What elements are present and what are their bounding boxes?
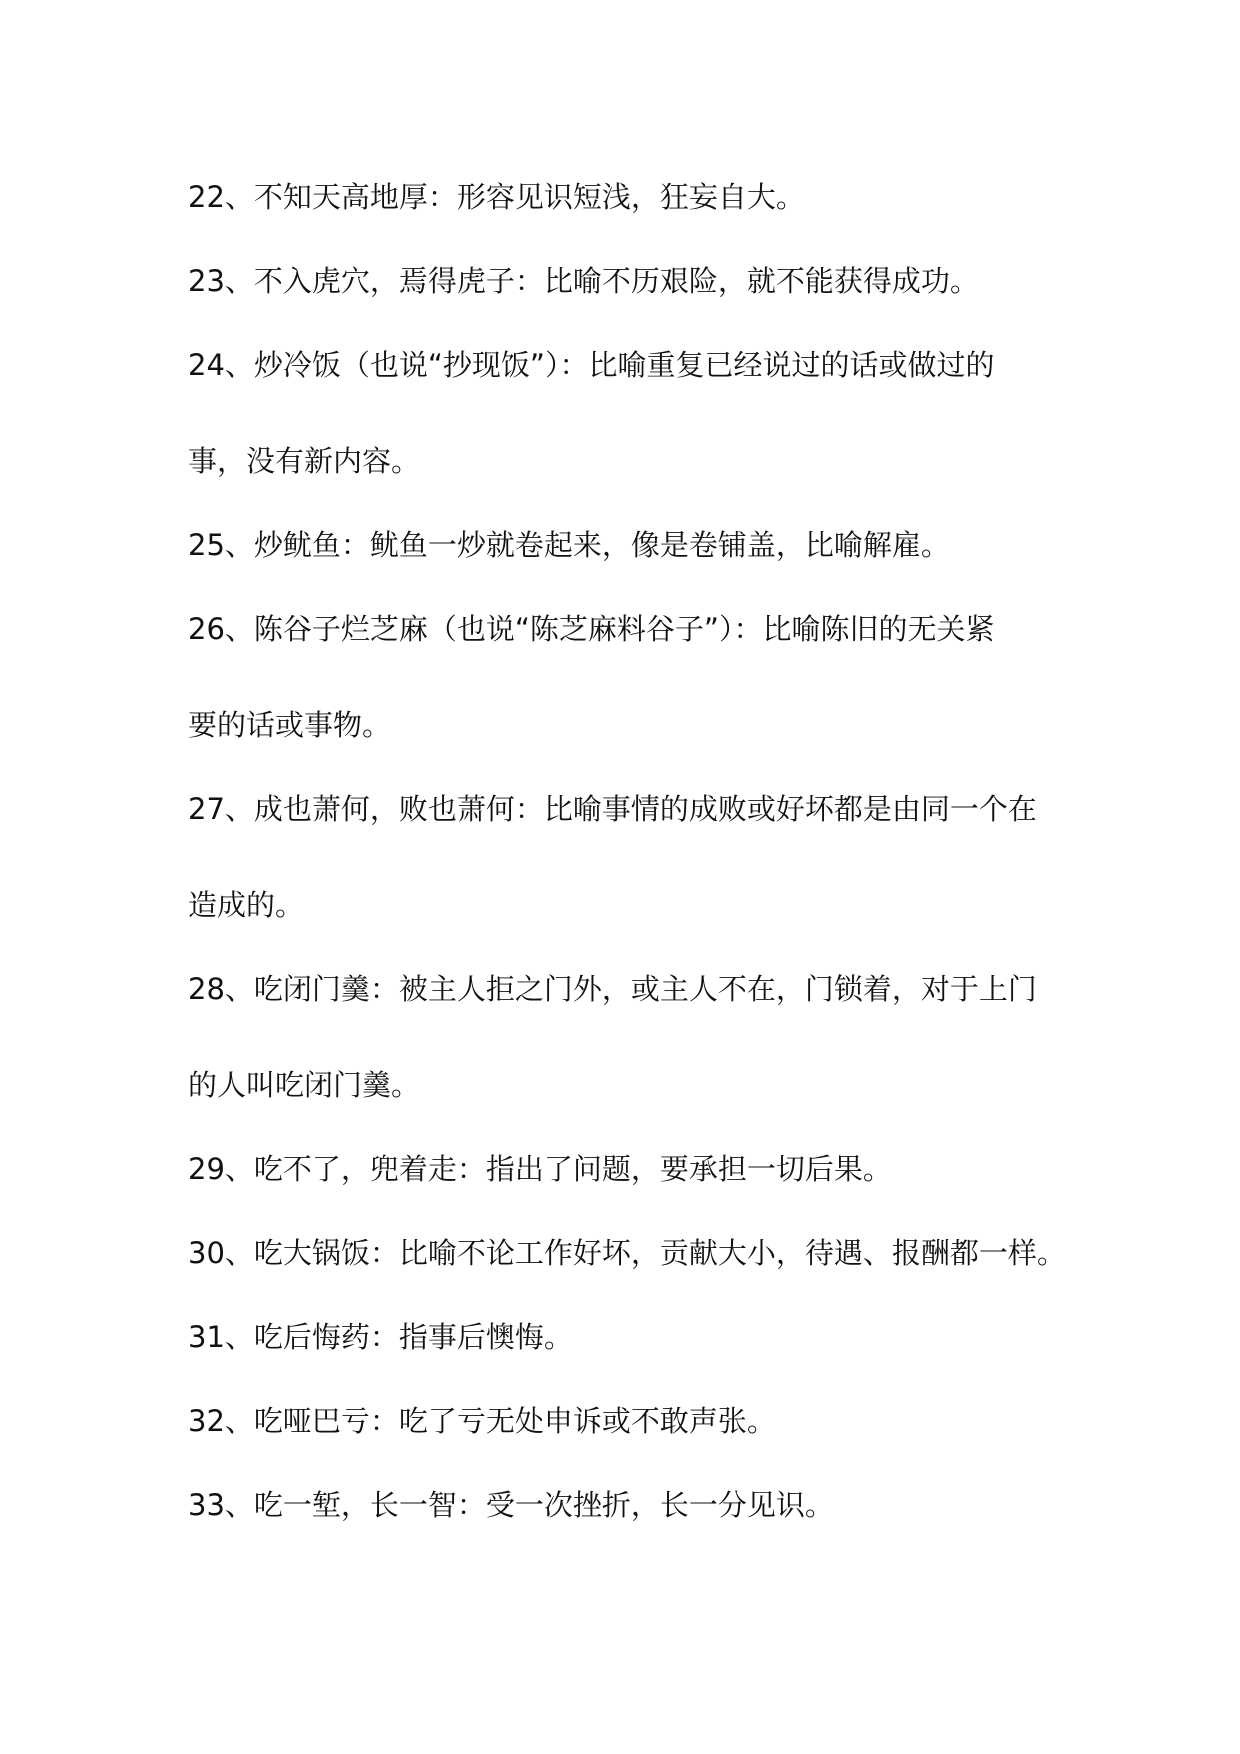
entry-24-continued: 事，没有新内容。 <box>188 444 421 478</box>
entry-31: 31、吃后悔药：指事后懊悔。 <box>188 1320 573 1354</box>
entry-27-continued: 造成的。 <box>188 888 305 922</box>
entry-24: 24、炒冷饭（也说“抄现饭”）：比喻重复已经说过的话或做过的 <box>188 348 995 382</box>
entry-28-continued: 的人叫吃闭门羹。 <box>188 1068 421 1102</box>
entry-23: 23、不入虎穴，焉得虎子：比喻不历艰险，就不能获得成功。 <box>188 264 979 298</box>
entry-25: 25、炒鱿鱼：鱿鱼一炒就卷起来，像是卷铺盖，比喻解雇。 <box>188 528 950 562</box>
entry-32: 32、吃哑巴亏：吃了亏无处申诉或不敢声张。 <box>188 1404 776 1438</box>
entry-33: 33、吃一堑，长一智：受一次挫折，长一分见识。 <box>188 1488 834 1522</box>
entry-27: 27、成也萧何，败也萧何：比喻事情的成败或好坏都是由同一个在 <box>188 792 1037 826</box>
entry-28: 28、吃闭门羹：被主人拒之门外，或主人不在，门锁着，对于上门 <box>188 972 1037 1006</box>
entry-30: 30、吃大锅饭：比喻不论工作好坏，贡献大小，待遇、报酬都一样。 <box>188 1236 1066 1270</box>
entry-29: 29、吃不了，兜着走：指出了问题，要承担一切后果。 <box>188 1152 892 1186</box>
entry-22: 22、不知天高地厚：形容见识短浅，狂妄自大。 <box>188 180 805 214</box>
entry-26-continued: 要的话或事物。 <box>188 708 392 742</box>
entry-26: 26、陈谷子烂芝麻（也说“陈芝麻料谷子”）：比喻陈旧的无关紧 <box>188 612 995 646</box>
